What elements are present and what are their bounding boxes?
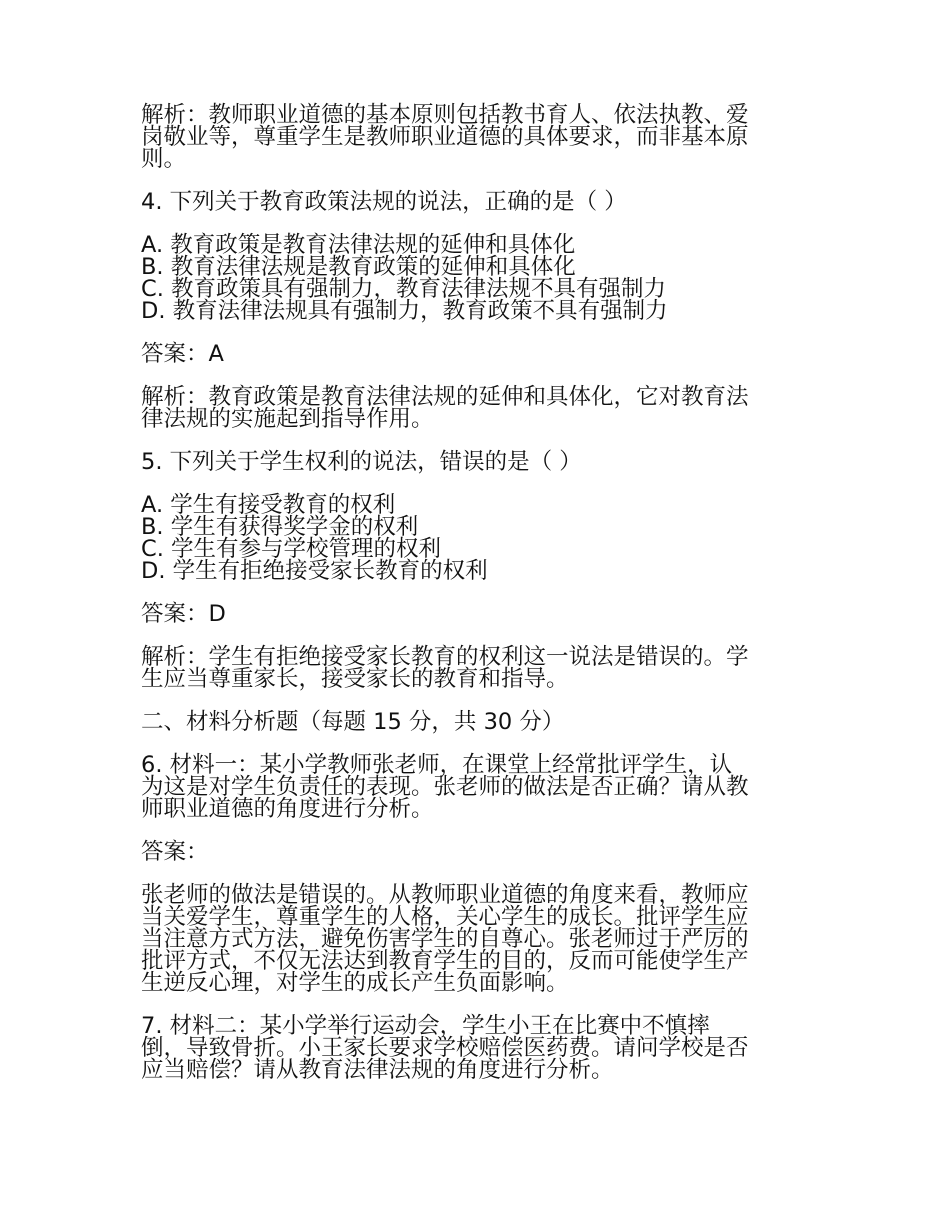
option-line: D. 教育法律法规具有强制力，教育政策不具有强制力 bbox=[141, 298, 668, 324]
text-line: 倒，导致骨折。小王家长要求学校赔偿医药费。请问学校是否 bbox=[141, 1035, 749, 1061]
text-line: 6. 材料一：某小学教师张老师，在课堂上经常批评学生，认 bbox=[141, 752, 733, 778]
text-line: 张老师的做法是错误的。从教师职业道德的角度来看，教师应 bbox=[141, 882, 749, 908]
text-line: 岗敬业等，尊重学生是教师职业道德的具体要求，而非基本原 bbox=[141, 124, 749, 150]
text-line: 答案：A bbox=[141, 341, 224, 367]
text-line: 生应当尊重家长，接受家长的教育和指导。 bbox=[141, 666, 569, 692]
section-heading-2 bbox=[141, 711, 813, 733]
explanation-q4 bbox=[141, 386, 813, 430]
explanation-q5 bbox=[141, 646, 813, 690]
question-7 bbox=[141, 1015, 813, 1081]
text-line: 答案： bbox=[141, 839, 209, 865]
text-line: 4. 下列关于教育政策法规的说法，正确的是（ ） bbox=[141, 189, 627, 215]
option-line: A. 学生有接受教育的权利 bbox=[141, 492, 396, 518]
option-line: A. 教育政策是教育法律法规的延伸和具体化 bbox=[141, 232, 576, 258]
text-line: 解析：教育政策是教育法律法规的延伸和具体化，它对教育法 bbox=[141, 384, 749, 410]
text-line: 当关爱学生，尊重学生的人格，关心学生的成长。批评学生应 bbox=[141, 904, 749, 930]
text-line: 解析：学生有拒绝接受家长教育的权利这一说法是错误的。学 bbox=[141, 644, 749, 670]
answer-q6-body bbox=[141, 884, 813, 994]
text-line: 律法规的实施起到指导作用。 bbox=[141, 406, 434, 432]
text-line: 答案：D bbox=[141, 601, 226, 627]
text-line: 为这是对学生负责任的表现。张老师的做法是否正确？请从教 bbox=[141, 774, 749, 800]
text-line: 师职业道德的角度进行分析。 bbox=[141, 796, 434, 822]
text-line: 解析：教师职业道德的基本原则包括教书育人、依法执教、爱 bbox=[141, 102, 749, 128]
option-line: B. 教育法律法规是教育政策的延伸和具体化 bbox=[141, 254, 576, 280]
text-line: 应当赔偿？请从教育法律法规的角度进行分析。 bbox=[141, 1057, 614, 1083]
text-line: 批评方式，不仅无法达到教育学生的目的，反而可能使学生产 bbox=[141, 948, 749, 974]
question-6 bbox=[141, 754, 813, 820]
text-line: 7. 材料二：某小学举行运动会，学生小王在比赛中不慎摔 bbox=[141, 1013, 710, 1039]
answer-q6-label bbox=[141, 841, 813, 863]
document-page bbox=[141, 104, 813, 1102]
question-5 bbox=[141, 451, 813, 473]
option-line: D. 学生有拒绝接受家长教育的权利 bbox=[141, 558, 488, 584]
text-line: 二、材料分析题（每题 15 分，共 30 分） bbox=[141, 709, 565, 735]
option-line: B. 学生有获得奖学金的权利 bbox=[141, 514, 419, 540]
answer-q5 bbox=[141, 603, 813, 625]
text-line: 当注意方式方法，避免伤害学生的自尊心。张老师过于严厉的 bbox=[141, 926, 749, 952]
explanation-q3 bbox=[141, 104, 813, 170]
answer-q4 bbox=[141, 343, 813, 365]
text-line: 5. 下列关于学生权利的说法，错误的是（ ） bbox=[141, 449, 582, 475]
options-q5 bbox=[141, 494, 813, 582]
question-4 bbox=[141, 191, 813, 213]
text-line: 则。 bbox=[141, 146, 187, 172]
text-line: 生逆反心理，对学生的成长产生负面影响。 bbox=[141, 970, 569, 996]
option-line: C. 学生有参与学校管理的权利 bbox=[141, 536, 442, 562]
option-line: C. 教育政策具有强制力，教育法律法规不具有强制力 bbox=[141, 276, 667, 302]
options-q4 bbox=[141, 234, 813, 322]
